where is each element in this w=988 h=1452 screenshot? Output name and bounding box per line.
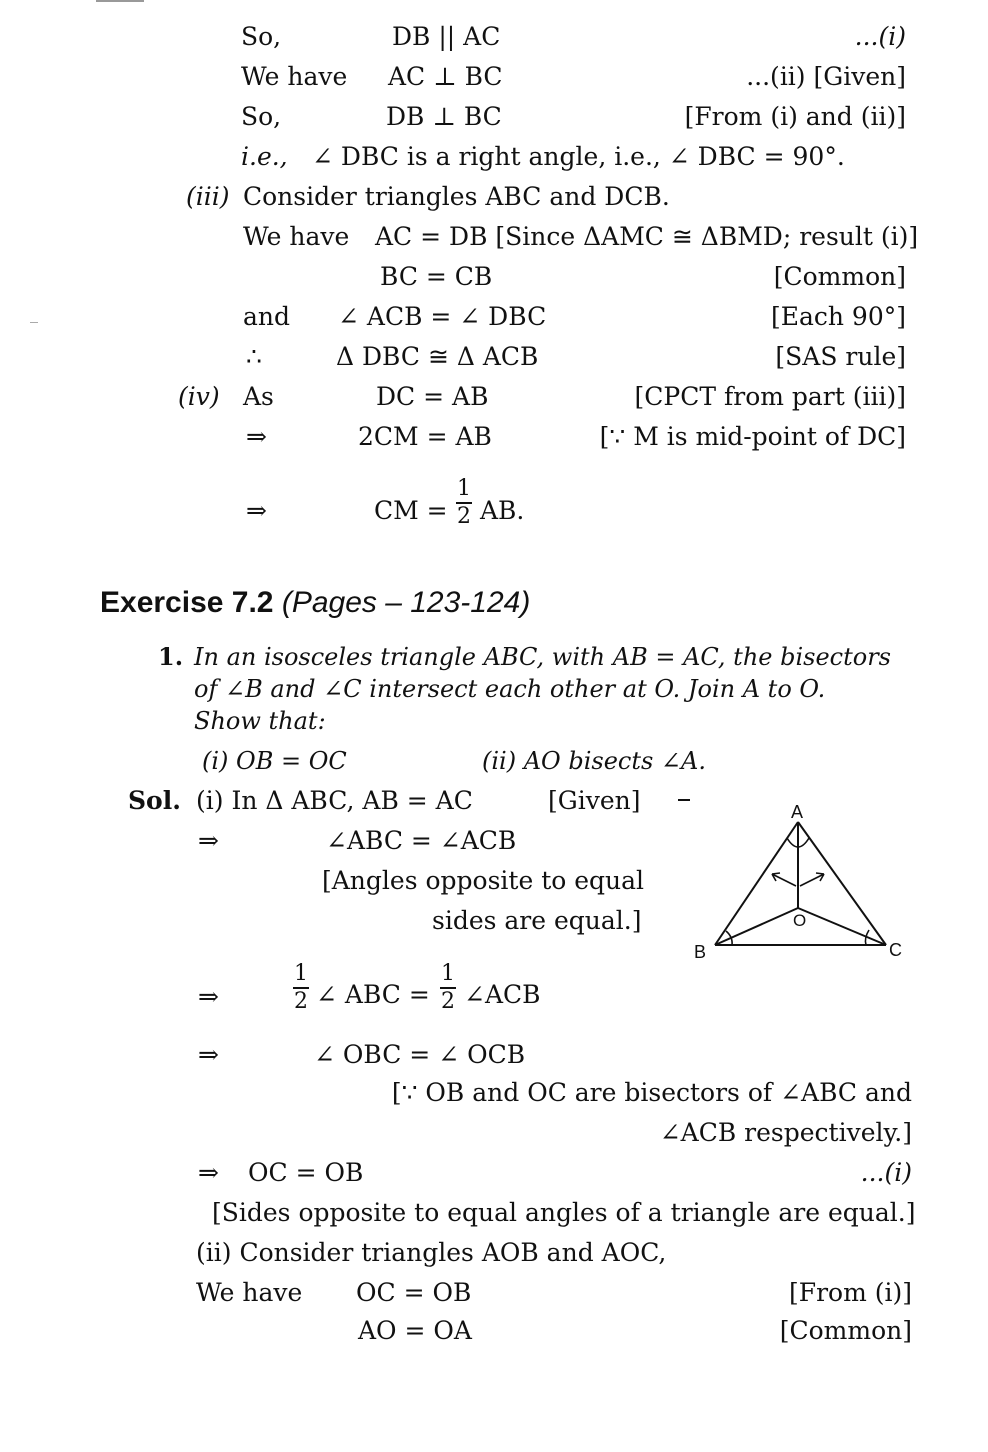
question-line: In an isosceles triangle ABC, with AB = AC, the bisectors [194,643,891,671]
therefore-symbol: ∴ [246,342,262,371]
solution-label: Sol. [128,786,181,815]
triangle-figure [660,790,920,970]
proof-reference: [Common] [779,1316,912,1345]
part-label: (iii) [186,182,230,211]
exercise-pages: (Pages – 123-124) [281,586,531,619]
arrow-left [772,873,796,886]
exercise-title: Exercise 7.2 [100,586,274,619]
vertex-label-b: B [694,942,707,962]
proof-reason: sides are equal.] [432,906,642,935]
proof-lead: So, [241,22,282,51]
implies-arrow: ⇒ [198,982,219,1011]
proof-reference: [SAS rule] [775,342,906,371]
vertex-label-a: A [791,802,804,822]
proof-reference: ...(i) [854,22,906,51]
proof-statement: ∠ ACB = ∠ DBC [338,302,547,331]
proof-statement: OC = OB [356,1278,472,1307]
fraction-half [456,477,472,529]
proof-reference: [From (i)] [788,1278,912,1307]
proof-statement: Δ DBC ≅ Δ ACB [336,342,539,371]
fraction-denominator: 2 [294,989,308,1014]
point-label-o: O [793,911,807,930]
proof-statement: OC = OB [248,1158,364,1187]
question-part-i: (i) OB = OC [202,747,347,775]
proof-reference: ...(ii) [Given] [746,62,906,91]
question-part-ii: (ii) AO bisects ∠A. [482,747,707,775]
proof-statement: DC = AB [376,382,489,411]
implies-arrow: ⇒ [246,422,267,451]
proof-statement: AC = DB [Since ΔAMC ≅ ΔBMD; result (i)] [375,222,919,251]
proof-statement: ∠ DBC is a right angle, i.e., ∠ DBC = 90°. [312,142,845,171]
proof-reason: [Sides opposite to equal angles of a triangle are equal.] [212,1198,916,1227]
implies-arrow: ⇒ [198,1158,219,1187]
question-number: 1. [158,642,184,671]
proof-statement: 2CM = AB [358,422,492,451]
implies-arrow: ⇒ [246,496,267,525]
proof-lead: We have [243,222,350,251]
implies-arrow: ⇒ [198,826,219,855]
proof-lead: We have [196,1278,303,1307]
proof-reference: [Each 90°] [770,302,906,331]
proof-reference: [From (i) and (ii)] [684,102,906,131]
equation-middle: ∠ ABC = [316,980,430,1009]
proof-statement: DB ⊥ BC [386,102,502,131]
proof-lead: As [243,382,274,411]
fraction-denominator: 2 [441,989,455,1014]
proof-statement: DB || AC [392,22,501,51]
margin-tick [30,322,38,323]
fraction-numerator: 1 [294,961,308,986]
proof-statement: BC = CB [380,262,493,291]
part-intro: (ii) Consider triangles AOB and AOC, [196,1238,667,1267]
proof-reason: [Angles opposite to equal [322,866,645,895]
proof-reason: [∵ OB and OC are bisectors of ∠ABC and [391,1078,912,1107]
part-intro: Consider triangles ABC and DCB. [243,182,670,211]
proof-statement: (i) In Δ ABC, AB = AC [196,786,473,815]
proof-reference: [∵ M is mid-point of DC] [599,422,906,451]
page-top-rule [96,0,144,2]
proof-statement: AO = OA [358,1316,472,1345]
equation-end: ∠ACB [464,980,541,1009]
equation-rhs: AB. [480,496,525,525]
fraction-half [440,962,456,1014]
exercise-heading [100,586,530,620]
proof-lead: So, [241,102,282,131]
proof-statement: AC ⊥ BC [388,62,503,91]
proof-reference: [Common] [773,262,906,291]
equation-lhs: CM = [374,496,448,525]
proof-lead: We have [241,62,348,91]
proof-reference: [CPCT from part (iii)] [634,382,906,411]
part-label: (iv) [178,382,220,411]
question-line: Show that: [194,707,326,735]
vertex-label-c: C [889,940,902,960]
proof-statement: ∠ OBC = ∠ OCB [314,1040,526,1069]
question-line: of ∠B and ∠C intersect each other at O. Join A to O. [194,675,826,703]
fraction-denominator: 2 [457,504,471,529]
fraction-numerator: 1 [441,961,455,986]
proof-lead: and [243,302,291,331]
proof-reference: [Given] [548,786,641,815]
proof-lead: i.e., [241,142,288,171]
proof-reason: ∠ACB respectively.] [659,1118,912,1147]
fraction-half [293,962,309,1014]
arrow-right [800,873,824,886]
proof-statement: ∠ABC = ∠ACB [326,826,517,855]
implies-arrow: ⇒ [198,1040,219,1069]
proof-reference: ...(i) [860,1158,912,1187]
fraction-numerator: 1 [457,476,471,501]
